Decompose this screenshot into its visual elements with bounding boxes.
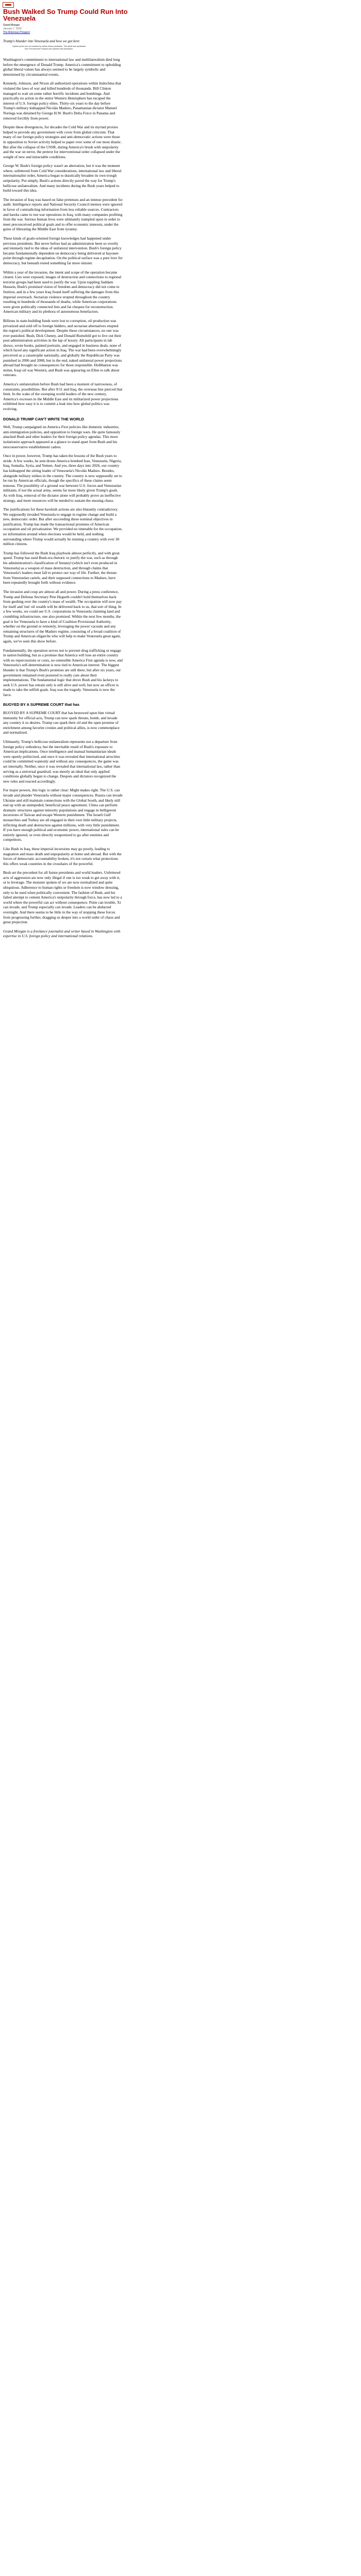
site-logo[interactable] — [3, 2, 14, 8]
paragraph: Ultimately, Trump's bellicose unilateralism represents not a departure from foreign policy orthodoxy, but the inevitable result of Bush's exposure to American implications. Once intelligence and manual humanitarian ideals were openly politicized, and once it was revealed that international atrocities could be committed wantonly and without any consequences, the game was set internally. Neither, once it was revealed that international law, rather than serving as a universal guardrail, was merely an ideal that only applied conditions globally began to change. Despots and dictators recognized the new rules and reacted accordingly. — [3, 739, 120, 784]
author-bio: Grand Morgan is a freelance journalist and writer based in Washington with expertise in U.S. foreign policy and international relations. — [3, 928, 121, 939]
editor-note: Opinion pieces are not reviewed by editors before publication. This article was syndicated from The American Prospect and reprinted with permission. — [12, 45, 86, 50]
paragraph: Bush set the precedent for all future presidents and world leaders. Unfettered acts of aggression are now only illegal if one is too weak to get away with it, or to leverage. The monster spoken of we are now normalized and quite ubiquitous. Adherence to human rights or freedom is now window dressing, only to be used when politically convenient. The fashion of Bush, and his failed attempt to cement America's unipolarity through force, has now led to a world where the powerful can act without consequence. Putin can trouble, Xi can invade, and Trump especially can invade. Leaders can be abducted overnight. And there seems to be little in the way of stopping these forces from progressing further, dragging us deeper into a world order of chaos and great projection. — [3, 870, 122, 925]
article-body — [3, 57, 123, 943]
section-heading: BUOYED BY A SUPREME COURT that has — [3, 702, 79, 707]
paragraph: George W. Bush's foreign policy wasn't an aberration, but it was the moment where, unfettered from Cold War considerations, international law and liberal internationalist order, America began to drastically broaden its own trough unipolarity. Put simply, Bush's actions directly paved the way for Trump's bellicose unilateralism. And many incidents during the Bush years helped to build toward this idea. — [3, 163, 122, 193]
section-heading: DONALD TRUMP CAN'T WRITE THE WORLD — [3, 416, 84, 421]
paragraph: Well, Trump campaigned on America First policies like domestic industries, anti-immigration policies, and opposition to foreign wars. He quite famously attacked Bush and other leaders for their foreign policy agendas. This more isolationist approach appeared at a glance to stand apart from Bush and his neoconservative establishment cadres. — [3, 425, 121, 449]
paragraph: Like Bush in Iraq, these imperial incursions may go poorly, leading to stagnation and mass death and unpopularity at home and abroad. But with the forces of democratic accountability broken, it's not certain what protections this offers weak countries in the crosshairs of the powerful. — [3, 846, 122, 866]
paragraph: Once in power, however, Trump has taken the lessons of the Bush years to stride. A few weeks, he sent drone-America bombed Iran, Venezuela, Nigeria, Iraq, Somalia, Syria, and Yemen. And yes, three days into 2026, our country has kidnapped the sitting leader of Venezuela's Nicolás Maduro. Besides, alongside military strikes in the country. The country is now supposedly set to be run by American officials, though the specifics of these claims seem tenuous. The possibility of a ground war between U.S. forces and Venezuelan militants, if not the actual army, seems far more likely given Trump's goals. As with Iraq, removal of the dictator alone will probably prove an ineffective strategy, and more resources will be needed to sustain the ensuing chaos. — [3, 453, 122, 503]
publication-link[interactable]: The American Prospect — [3, 31, 30, 34]
paragraph: These kinds of goals-oriented foreign knowledges had happened under previous presidents. But never before had an administration been so overtly and intensely tied to the ideas of unilateral intervention. Bush's foreign policy became fundamentally dependent on democracy being delivered at bayonet-point through regime decapitation. On the political surface was a pure love for democracy, but beneath rested something far more sinister. — [3, 236, 123, 265]
paragraph: Kennedy, Johnson, and Nixon all authorized operations within Indochina that violated the laws of war and killed hundreds of thousands. Bill Clinton managed to wait on some rather horrific incidents and bombings. And practically no action in the entire Western Hemisphere has escaped the interest of U.S. foreign policy elites. Thirty-six years to the day before Trump's military kidnapped Nicolás Maduro, Panamanian dictator Manuel Noriega was detained by George H.W. Bush's Delta Force in Panama and removed forcibly from power. — [3, 81, 121, 121]
byline — [3, 24, 30, 35]
publish-date: January 7, 2026 — [3, 27, 22, 30]
paragraph: For major powers, this logic is rather clear: Might makes right. The U.S. can invade and plunder Venezuela without major consequences. Russia can invade Ukraine and still maintain connections with the Global South, and likely still end up with an unimpeded, beneficial peace agreement. China can perform dramatic structures against minority populations and engage in belligerent incursions of Taiwan and escape Western punishment. The Israeli Gulf monarchies and Turkey are all engaged in their own little military projects, inflicting death and destruction against millions, with very little punishment. If you have enough political and economic power, international rules can be entirely ignored, or even directly weaponized to go after enemies and competitors. — [3, 788, 123, 842]
author[interactable]: Grand Morgan — [3, 24, 20, 27]
paragraph: America's unilateralism before Bush had been a moment of narrowness, of constraints, possibilities. But after 9/11 and Iraq, the overseas line pierced that limit. In the wake of the sweeping world leaders of the new century, America's excesses in the Middle East and its militarized power projections exhibited how easy it is to commit a leak into how global politics was evolving. — [3, 382, 123, 411]
paragraph: Within a year of the invasion, the intent and scope of the operation became clearer. Lies were exposed, images of destruction and connections to regional terrorist groups had been used to justify the war. Upon toppling Saddam Hussein, Bush's promised vision of freedom and democracy did not come to fruition, and in a few years Iraq found itself suffering the damages from this imperial overreach. Sectarian violence erupted throughout the country resulting in hundreds of thousands of deaths, while American corporations were given politically connected lists and fat cheques for reconstruction. American military and its plethora of autonomous benefactors. — [3, 269, 122, 314]
paragraph: Despite these divergences, for decades the Cold War and its myriad proxies helped to provide any government with cover from global criticism. That many of our foreign policy strategies and anti-democratic actions were those in opposition to Soviet activity helped to paper over some of our most drastic. But after the collapse of the USSR, during America's brush with unipolarity and the war on terror, the pretext for interventional order collapsed under the weight of new and intractable conditions. — [3, 125, 122, 159]
paragraph: Fundamentally, the operation serves not to prevent drug trafficking or engage in nation building, but as a promise that America will lose an entire country with no repercussions or costs, no ostensible America First agenda is now, and Venezuela's self-determination is now tied to American interest. The biggest blunder is that Trump's Bush's promises are still there, but after six years, our government remained even postured to really care about their implementations. The fundamental logic that drove Bush and his lackeys to seek U.S. power has retrain only is still alive and well, but now an officer is made to take the selfish goals. Iraq was the tragedy. Venezuela is now the farce. — [3, 648, 123, 697]
paragraph: The invasion and coup are almost all and power. During a press conference, Trump and Defense Secretary Pete Hegseth couldn't hold themselves back from gushing over the country's mass of wealth. The occupation will now pay for itself and 'run' oil wealth will be delivered back to us, that sort of thing. In a few weeks, we could see U.S. corporations in Venezuela claiming land and crumbling infrastructure, one also promised. Within the next few months, the goal is for Venezuela to have a kind of Coalition Provisional Authority, whether on the ground or remotely, leveraging the power vacuum and any remaining structures of the Maduro regime, consisting of a broad coalition of Trump and American oligarchs who will help to make Venezuela great again, again, we've seen this show before. — [3, 589, 122, 643]
paragraph: Billions in state-building funds were lost to corruption, oil production was privatized and sold off to foreign bidders, and sectarian alternatives erupted the region's political development. Despite these circumstances, no one was ever punished. Bush, Dick Cheney, and Donald Rumsfeld got to live out their post-administration activities in the lap of luxury. All participants in lab shows, wrote books, painted portraits, and engaged in business deals, none of which faced any significant action in Iraq. The war had been overwhelmingly perceived as a catastrophe nationally, and globally the Republican Party was punished in 2006 and 2008, but in the end, naked unilateral power projections abroad had brought no consequences for those responsible. Holbbation was stolen, Iraqi oil was Western, and Bush was appearing on Ellen to talk about veterans. — [3, 318, 122, 378]
paragraph: Trump has followed the Bush Iraq playbook almost perfectly, and with great speed. Trump has used Bush-era rhetoric to justify the war, such as through his administration's classification of fentanyl (which isn't even produced in Venezuela) as a weapon of mass destruction, and through claims that Venezuela's leaders must fall to protect our way of life. Further, the threats from Venezuelan cartels, and their supposed connections to Maduro, have been repeatedly brought forth without evidence. — [3, 550, 120, 585]
paragraph: The justifications for these hawkish actions are also blatantly contradictory. We supposedly invaded Venezuela to engage in regime change and build a new, democratic order. But after succeeding these nominal objectives in justification, Trump has made the transactional promises of American occupation and oil privatization. We provided no timetable for the occupation, no information around when elections would be held, and nothing surrounding where Trump would actually be running a country with over 30 million citizens. — [3, 507, 123, 547]
paragraph: The invasion of Iraq was based on false pretenses and an intense precedent for audit. Intelligence reports and National Security Council memos were ignored in favor of contradicting information from less reliable sources. Contractors and hawks came to run war operations in Iraq, with many companies profiting from the war. Serious human lives were ultimately trampled upon in order to meet preconceived political goals and to offer economic interests, under the guise of liberating the Middle East from tyranny. — [3, 197, 123, 232]
paragraph: BUOYED BY A SUPREME COURT that has bestowed upon him virtual immunity for official acts, Trump can now spark threats, bomb, and invade any country it so desires. Trump can spark their oil and the open promise of enrichment among favorite cronies and political allies, is now commonplace and normalized. — [3, 710, 120, 735]
paragraph: Washington's commitment to international law and multilateralism died long before the emergence of Donald Trump. America's commitment to upholding global liberal values has always seemed to be largely symbolic and determined by circumstantial events. — [3, 57, 121, 77]
ap-logo-icon — [3, 2, 14, 8]
headline: Bush Walked So Trump Could Run Into Venezuela — [3, 8, 128, 22]
dek: Trump's blunder into Venezuela and how we got here — [3, 39, 80, 43]
